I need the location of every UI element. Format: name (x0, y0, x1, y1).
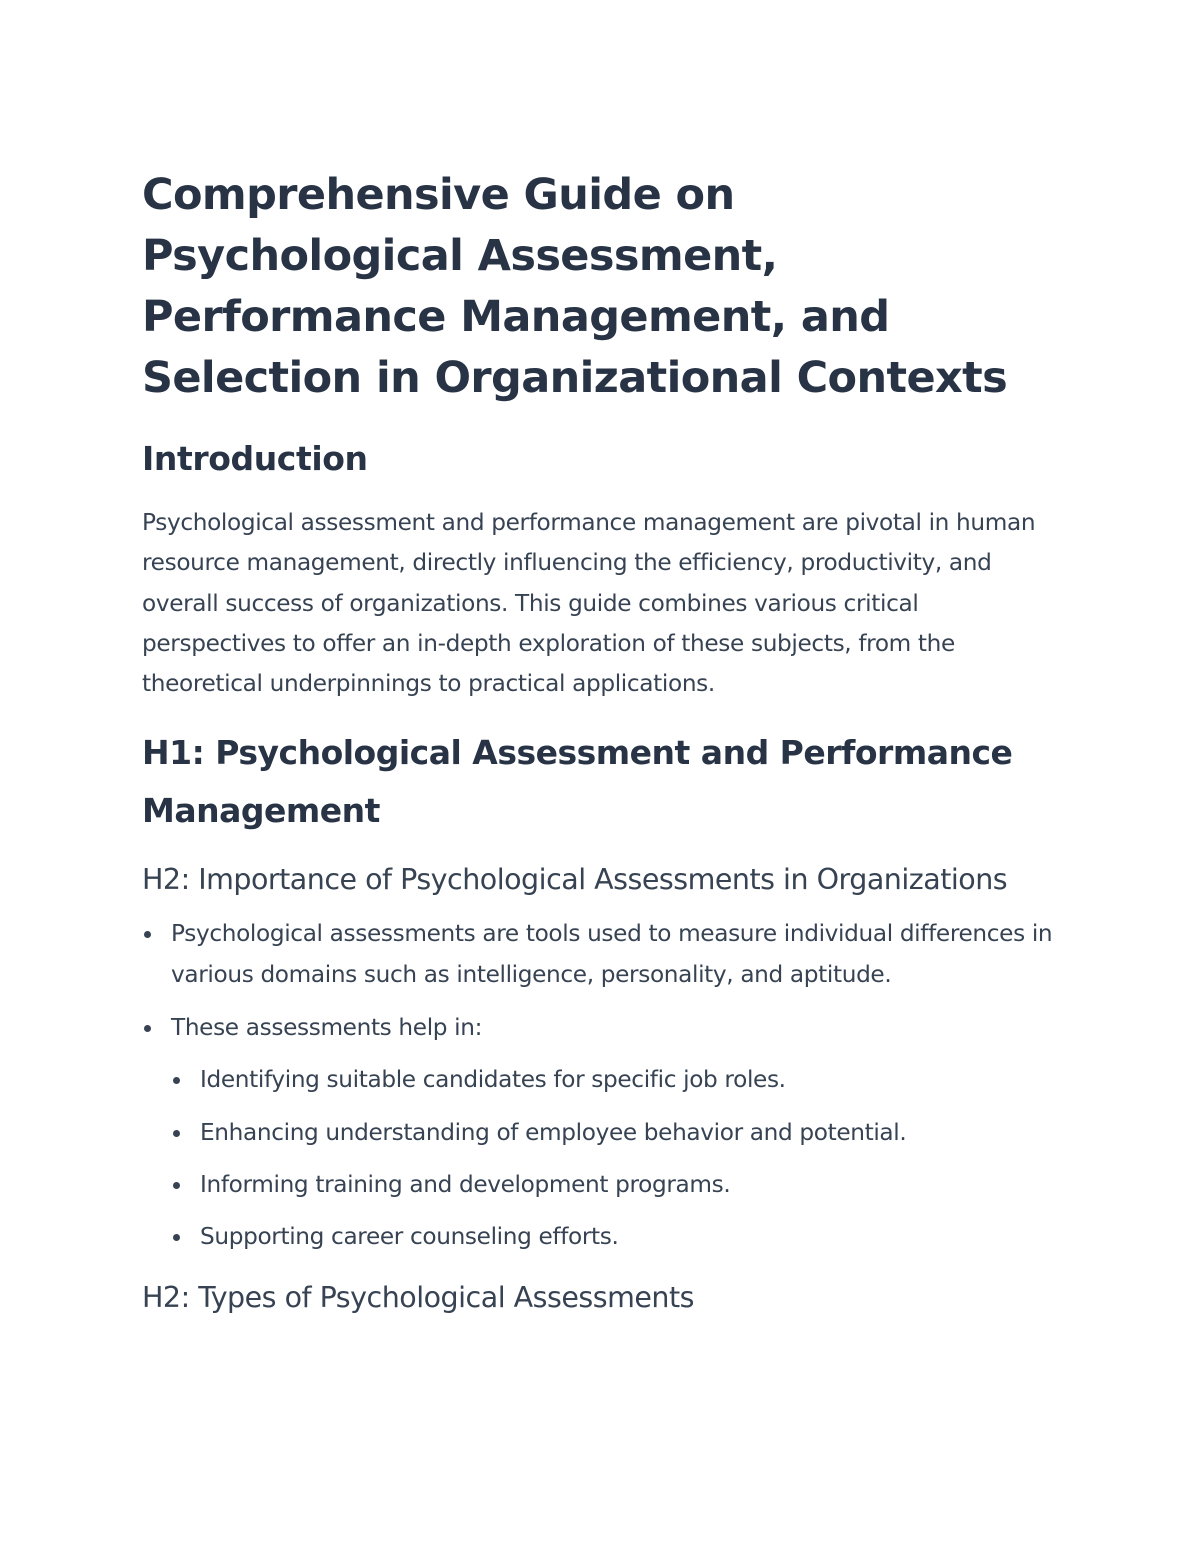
bullet-list (142, 914, 1062, 1257)
subsection-heading-importance: H2: Importance of Psychological Assessments in Organizations (142, 863, 1008, 897)
list-item-text: Informing training and development programs. (200, 1170, 731, 1198)
bullet-icon (173, 1130, 180, 1137)
introduction-paragraph: Psychological assessment and performance management are pivotal in human resource management, directly influencing the efficiency, productivity, and overall success of organizations. This guide combines various critical perspectives to offer an in-depth exploration of these subjects, from the theoretical underpinnings to practical applications. (142, 509, 1036, 698)
introduction-heading: Introduction (142, 439, 368, 478)
list-item-text: These assessments help in: (171, 1014, 483, 1042)
bullet-icon (144, 931, 151, 938)
nested-list-item (171, 1060, 1062, 1100)
bullet-icon (144, 1025, 151, 1032)
list-item-text: Identifying suitable candidates for specific job roles. (200, 1066, 786, 1094)
nested-list-item (171, 1217, 1062, 1257)
list-item (142, 1008, 1062, 1257)
nested-list-item (171, 1165, 1062, 1205)
document-page (142, 165, 1062, 1318)
section-heading-assessment-performance: H1: Psychological Assessment and Performance Management (142, 733, 1013, 831)
list-item (142, 914, 1062, 995)
subsection-heading-types: H2: Types of Psychological Assessments (142, 1280, 694, 1314)
list-item-text: Enhancing understanding of employee behavior and potential. (200, 1118, 907, 1146)
bullet-icon (173, 1077, 180, 1084)
list-item-text: Psychological assessments are tools used to measure individual differences in various domains such as intelligence, personality, and aptitude. (171, 920, 1053, 988)
document-title: Comprehensive Guide on Psychological Assessment, Performance Management, and Selection in Organizational Contexts (142, 170, 1008, 403)
bullet-icon (173, 1234, 180, 1241)
nested-list-item (171, 1113, 1062, 1153)
list-item-text: Supporting career counseling efforts. (200, 1223, 619, 1251)
nested-bullet-list (171, 1060, 1062, 1257)
bullet-icon (173, 1182, 180, 1189)
